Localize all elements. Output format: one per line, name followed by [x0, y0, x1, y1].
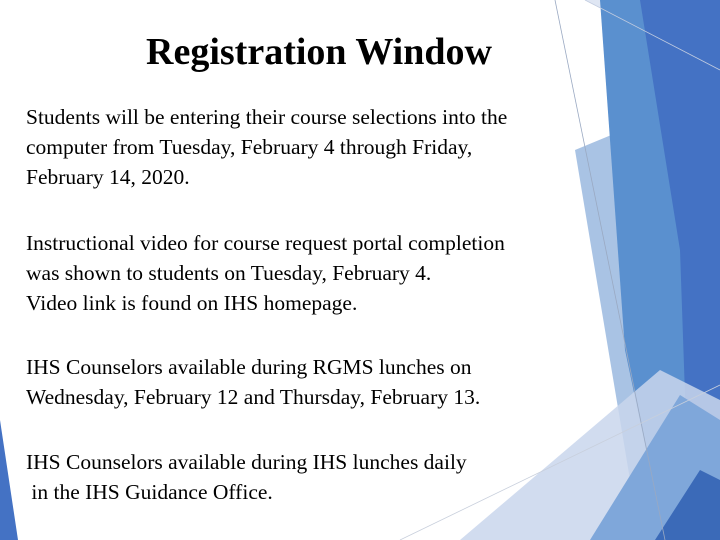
- text-line: Students will be entering their course selections into the: [26, 105, 508, 129]
- paragraph-rgms-counselors: [26, 352, 480, 412]
- text-line: Video link is found on IHS homepage.: [26, 291, 358, 315]
- text-line: was shown to students on Tuesday, February 4.: [26, 261, 432, 285]
- paragraph-registration-dates: [26, 102, 507, 192]
- paragraph-ihs-counselors: [26, 447, 467, 507]
- slide-title: Registration Window: [146, 31, 492, 73]
- text-line: computer from Tuesday, February 4 through Friday,: [26, 135, 473, 159]
- paragraph-instructional-video: [26, 228, 505, 318]
- left-accent: [0, 420, 18, 540]
- text-line: in the IHS Guidance Office.: [26, 480, 273, 504]
- text-line: Wednesday, February 12 and Thursday, February 13.: [26, 385, 481, 409]
- text-line: Instructional video for course request portal completion: [26, 231, 505, 255]
- text-line: IHS Counselors available during RGMS lunches on: [26, 355, 472, 379]
- text-line: IHS Counselors available during IHS lunches daily: [26, 450, 467, 474]
- text-line: February 14, 2020.: [26, 165, 190, 189]
